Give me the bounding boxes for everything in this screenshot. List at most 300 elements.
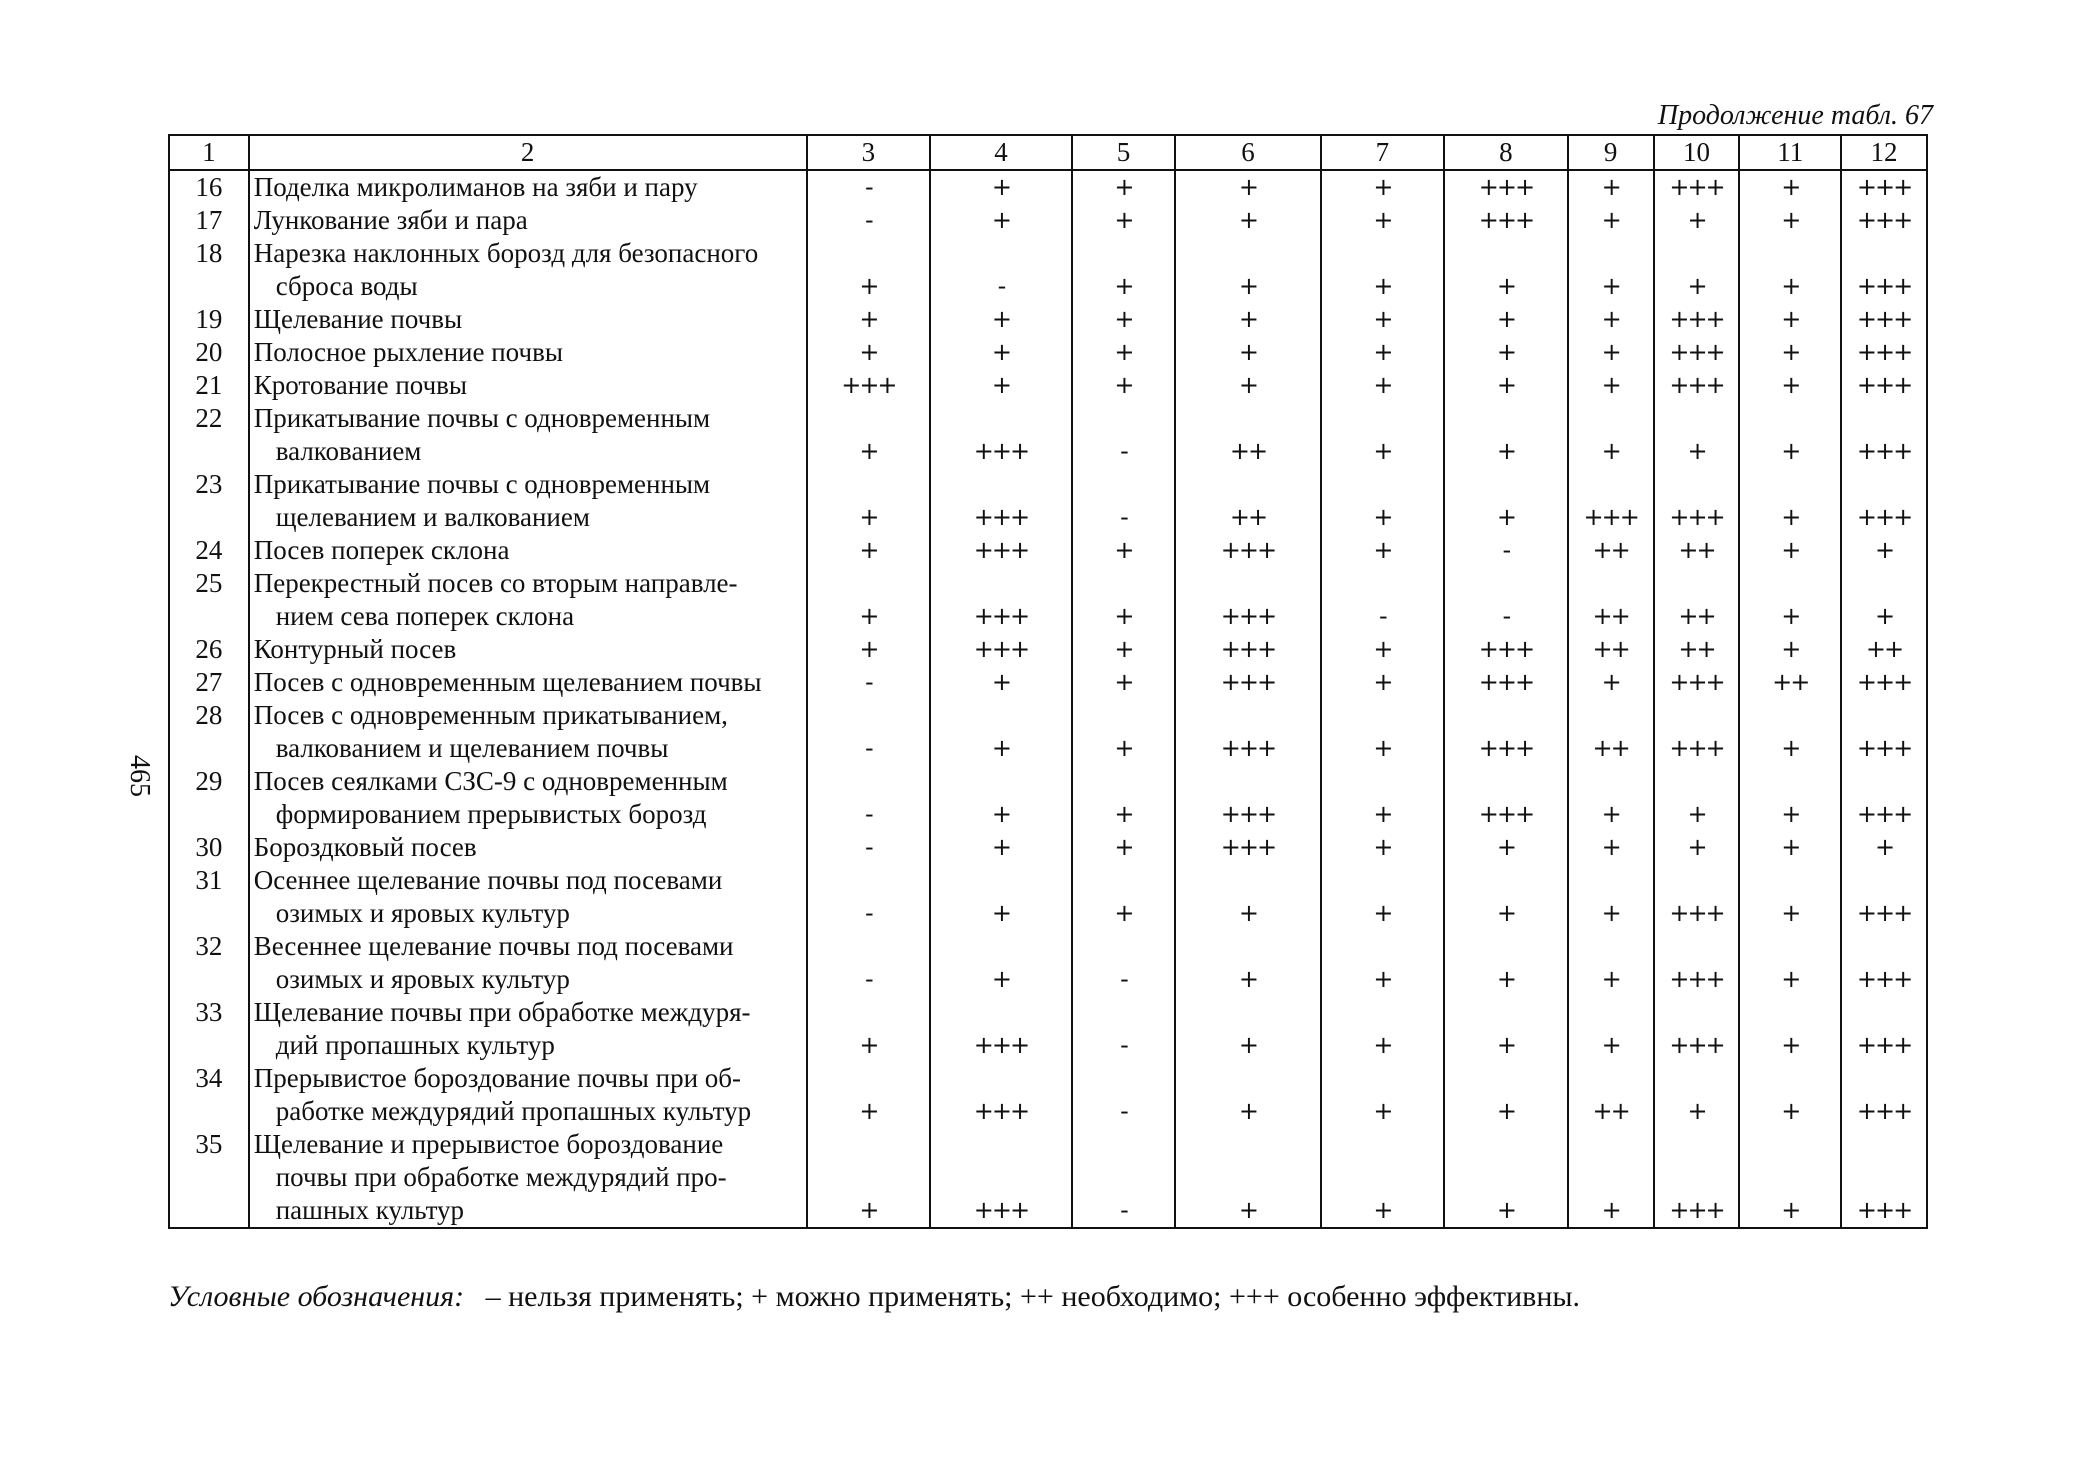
cell-col-7: + xyxy=(1321,765,1444,831)
row-name xyxy=(249,765,807,831)
cell-col-4: + xyxy=(930,765,1072,831)
cell-col-10: +++ xyxy=(1654,1128,1740,1228)
row-name xyxy=(249,1128,807,1228)
cell-col-5: + xyxy=(1072,831,1176,864)
cell-col-10: + xyxy=(1654,204,1740,237)
cell-col-9: + xyxy=(1568,237,1654,303)
cell-col-11: + xyxy=(1739,996,1841,1062)
table-row xyxy=(169,996,1927,1062)
row-name-line: Перекрестный посев со вторым направле- xyxy=(253,568,738,598)
row-name-line: нием сева поперек склона xyxy=(275,601,575,631)
cell-col-3: + xyxy=(807,402,931,468)
row-number: 35 xyxy=(169,1128,249,1228)
cell-col-10: ++ xyxy=(1654,633,1740,666)
cell-col-11: + xyxy=(1739,237,1841,303)
cell-col-6: + xyxy=(1175,930,1320,996)
cell-col-7: + xyxy=(1321,402,1444,468)
cell-col-6: +++ xyxy=(1175,534,1320,567)
row-name-line: формированием прерывистых борозд xyxy=(275,799,707,829)
row-number: 28 xyxy=(169,699,249,765)
cell-col-6: + xyxy=(1175,170,1320,204)
cell-col-11: + xyxy=(1739,1062,1841,1128)
cell-col-8: + xyxy=(1444,402,1568,468)
cell-col-7: + xyxy=(1321,996,1444,1062)
cell-col-9: + xyxy=(1568,204,1654,237)
cell-col-3: + xyxy=(807,1128,931,1228)
cell-col-6: + xyxy=(1175,1062,1320,1128)
row-name xyxy=(249,633,807,666)
table-row xyxy=(169,930,1927,996)
cell-col-7: + xyxy=(1321,864,1444,930)
row-name-line: щелеванием и валкованием xyxy=(275,502,590,532)
cell-col-11: + xyxy=(1739,1128,1841,1228)
column-header-6: 6 xyxy=(1175,135,1320,170)
cell-col-4: +++ xyxy=(930,468,1072,534)
cell-col-7: + xyxy=(1321,369,1444,402)
column-header-8: 8 xyxy=(1444,135,1568,170)
cell-col-8: + xyxy=(1444,1128,1568,1228)
row-name-line: Кротование почвы xyxy=(253,370,468,400)
cell-col-6: + xyxy=(1175,369,1320,402)
page-number: 465 xyxy=(124,755,155,797)
cell-col-5: + xyxy=(1072,765,1176,831)
cell-col-8: + xyxy=(1444,468,1568,534)
row-number: 18 xyxy=(169,237,249,303)
cell-col-6: ++ xyxy=(1175,402,1320,468)
row-name-line: Нарезка наклонных борозд для безопасного xyxy=(253,238,759,268)
cell-col-10: +++ xyxy=(1654,699,1740,765)
cell-col-11: + xyxy=(1739,831,1841,864)
cell-col-9: + xyxy=(1568,996,1654,1062)
cell-col-8: +++ xyxy=(1444,170,1568,204)
table-row xyxy=(169,303,1927,336)
row-number: 24 xyxy=(169,534,249,567)
cell-col-8: - xyxy=(1444,567,1568,633)
cell-col-12: +++ xyxy=(1841,666,1927,699)
cell-col-11: + xyxy=(1739,336,1841,369)
cell-col-6: +++ xyxy=(1175,699,1320,765)
cell-col-5: + xyxy=(1072,204,1176,237)
legend-title: Условные обозначения: xyxy=(168,1280,465,1313)
cell-col-9: + xyxy=(1568,170,1654,204)
row-name xyxy=(249,204,807,237)
cell-col-8: +++ xyxy=(1444,699,1568,765)
table-row xyxy=(169,534,1927,567)
cell-col-8: + xyxy=(1444,996,1568,1062)
cell-col-11: + xyxy=(1739,567,1841,633)
cell-col-8: + xyxy=(1444,930,1568,996)
column-header-11: 11 xyxy=(1739,135,1841,170)
table-row xyxy=(169,765,1927,831)
cell-col-3: + xyxy=(807,336,931,369)
cell-col-9: ++ xyxy=(1568,1062,1654,1128)
cell-col-12: +++ xyxy=(1841,1128,1927,1228)
cell-col-12: +++ xyxy=(1841,930,1927,996)
cell-col-4: +++ xyxy=(930,567,1072,633)
cell-col-7: + xyxy=(1321,468,1444,534)
cell-col-3: - xyxy=(807,204,931,237)
cell-col-7: + xyxy=(1321,1062,1444,1128)
cell-col-4: +++ xyxy=(930,534,1072,567)
cell-col-9: ++ xyxy=(1568,567,1654,633)
cell-col-4: + xyxy=(930,369,1072,402)
row-name xyxy=(249,336,807,369)
cell-col-7: - xyxy=(1321,567,1444,633)
cell-col-3: + xyxy=(807,996,931,1062)
row-name-line: почвы при обработке междурядий про- xyxy=(275,1162,727,1192)
cell-col-7: + xyxy=(1321,1128,1444,1228)
cell-col-10: +++ xyxy=(1654,930,1740,996)
cell-col-11: + xyxy=(1739,633,1841,666)
table-row xyxy=(169,864,1927,930)
row-number: 30 xyxy=(169,831,249,864)
row-name-line: дий пропашных культур xyxy=(275,1030,555,1060)
row-name xyxy=(249,1062,807,1128)
cell-col-12: +++ xyxy=(1841,1062,1927,1128)
table-row xyxy=(169,468,1927,534)
cell-col-10: ++ xyxy=(1654,567,1740,633)
table-row xyxy=(169,666,1927,699)
cell-col-9: ++ xyxy=(1568,534,1654,567)
cell-col-6: + xyxy=(1175,237,1320,303)
cell-col-3: + xyxy=(807,1062,931,1128)
cell-col-4: + xyxy=(930,699,1072,765)
cell-col-10: +++ xyxy=(1654,864,1740,930)
cell-col-9: + xyxy=(1568,369,1654,402)
table-row xyxy=(169,237,1927,303)
cell-col-3: + xyxy=(807,468,931,534)
cell-col-9: ++ xyxy=(1568,633,1654,666)
cell-col-11: + xyxy=(1739,369,1841,402)
cell-col-3: + xyxy=(807,303,931,336)
row-name-line: пашных культур xyxy=(275,1195,465,1225)
column-header-1: 1 xyxy=(169,135,249,170)
row-number: 29 xyxy=(169,765,249,831)
row-number: 17 xyxy=(169,204,249,237)
cell-col-9: + xyxy=(1568,930,1654,996)
cell-col-12: +++ xyxy=(1841,864,1927,930)
cell-col-3: - xyxy=(807,699,931,765)
row-name-line: Посев с одновременным прикатыванием, xyxy=(253,700,728,730)
row-name xyxy=(249,468,807,534)
cell-col-6: + xyxy=(1175,303,1320,336)
cell-col-5: - xyxy=(1072,468,1176,534)
cell-col-12: +++ xyxy=(1841,204,1927,237)
cell-col-7: + xyxy=(1321,666,1444,699)
cell-col-10: +++ xyxy=(1654,303,1740,336)
row-number: 25 xyxy=(169,567,249,633)
cell-col-8: + xyxy=(1444,831,1568,864)
cell-col-3: - xyxy=(807,930,931,996)
cell-col-10: +++ xyxy=(1654,170,1740,204)
cell-col-9: + xyxy=(1568,303,1654,336)
row-name-line: Посев с одновременным щелеванием почвы xyxy=(253,667,762,697)
cell-col-4: + xyxy=(930,930,1072,996)
table-row xyxy=(169,567,1927,633)
column-header-5: 5 xyxy=(1072,135,1176,170)
row-number: 23 xyxy=(169,468,249,534)
row-name-line: сброса воды xyxy=(275,271,418,301)
cell-col-5: + xyxy=(1072,336,1176,369)
cell-col-5: + xyxy=(1072,303,1176,336)
cell-col-9: + xyxy=(1568,864,1654,930)
row-number: 27 xyxy=(169,666,249,699)
cell-col-3: + xyxy=(807,237,931,303)
cell-col-10: + xyxy=(1654,237,1740,303)
legend xyxy=(168,1280,1580,1314)
cell-col-7: + xyxy=(1321,336,1444,369)
row-name-line: Щелевание почвы при обработке междуря- xyxy=(253,997,751,1027)
cell-col-12: ++ xyxy=(1841,633,1927,666)
cell-col-4: + xyxy=(930,303,1072,336)
cell-col-9: + xyxy=(1568,765,1654,831)
cell-col-8: + xyxy=(1444,1062,1568,1128)
table-row xyxy=(169,1062,1927,1128)
row-number: 33 xyxy=(169,996,249,1062)
cell-col-3: +++ xyxy=(807,369,931,402)
row-number: 32 xyxy=(169,930,249,996)
cell-col-5: + xyxy=(1072,369,1176,402)
cell-col-6: + xyxy=(1175,864,1320,930)
table-body xyxy=(169,170,1927,1228)
cell-col-5: - xyxy=(1072,996,1176,1062)
data-table xyxy=(168,134,1928,1229)
cell-col-10: + xyxy=(1654,402,1740,468)
cell-col-12: +++ xyxy=(1841,699,1927,765)
row-name xyxy=(249,237,807,303)
column-header-7: 7 xyxy=(1321,135,1444,170)
row-name-line: озимых и яровых культур xyxy=(275,964,570,994)
table-row xyxy=(169,402,1927,468)
cell-col-6: +++ xyxy=(1175,765,1320,831)
cell-col-9: + xyxy=(1568,666,1654,699)
cell-col-12: +++ xyxy=(1841,336,1927,369)
column-header-2: 2 xyxy=(249,135,807,170)
cell-col-12: +++ xyxy=(1841,369,1927,402)
row-name-line: Щелевание и прерывистое бороздование xyxy=(253,1129,724,1159)
cell-col-5: - xyxy=(1072,1128,1176,1228)
row-name-line: Полосное рыхление почвы xyxy=(253,337,563,367)
row-name-line: Посев поперек склона xyxy=(253,535,510,565)
cell-col-8: - xyxy=(1444,534,1568,567)
cell-col-4: + xyxy=(930,170,1072,204)
row-number: 21 xyxy=(169,369,249,402)
cell-col-7: + xyxy=(1321,170,1444,204)
cell-col-10: + xyxy=(1654,765,1740,831)
cell-col-3: + xyxy=(807,534,931,567)
cell-col-8: +++ xyxy=(1444,204,1568,237)
column-header-10: 10 xyxy=(1654,135,1740,170)
row-name xyxy=(249,369,807,402)
cell-col-6: +++ xyxy=(1175,831,1320,864)
cell-col-4: - xyxy=(930,237,1072,303)
cell-col-8: + xyxy=(1444,336,1568,369)
cell-col-8: +++ xyxy=(1444,666,1568,699)
row-number: 22 xyxy=(169,402,249,468)
cell-col-10: +++ xyxy=(1654,468,1740,534)
cell-col-5: + xyxy=(1072,567,1176,633)
cell-col-9: +++ xyxy=(1568,468,1654,534)
cell-col-12: + xyxy=(1841,831,1927,864)
table-row xyxy=(169,170,1927,204)
cell-col-3: + xyxy=(807,633,931,666)
cell-col-11: + xyxy=(1739,402,1841,468)
cell-col-5: + xyxy=(1072,534,1176,567)
cell-col-11: + xyxy=(1739,699,1841,765)
cell-col-6: + xyxy=(1175,1128,1320,1228)
cell-col-8: +++ xyxy=(1444,765,1568,831)
cell-col-9: + xyxy=(1568,336,1654,369)
cell-col-12: +++ xyxy=(1841,170,1927,204)
cell-col-8: + xyxy=(1444,303,1568,336)
row-number: 26 xyxy=(169,633,249,666)
cell-col-11: + xyxy=(1739,534,1841,567)
row-name-line: Весеннее щелевание почвы под посевами xyxy=(253,931,734,961)
cell-col-6: + xyxy=(1175,204,1320,237)
table-row xyxy=(169,699,1927,765)
row-name xyxy=(249,930,807,996)
cell-col-5: + xyxy=(1072,699,1176,765)
column-header-3: 3 xyxy=(807,135,931,170)
row-number: 34 xyxy=(169,1062,249,1128)
cell-col-4: + xyxy=(930,204,1072,237)
row-name xyxy=(249,303,807,336)
table-row xyxy=(169,1128,1927,1228)
cell-col-3: - xyxy=(807,765,931,831)
cell-col-9: ++ xyxy=(1568,699,1654,765)
cell-col-11: + xyxy=(1739,303,1841,336)
row-name-line: Прикатывание почвы с одновременным xyxy=(253,403,711,433)
cell-col-11: ++ xyxy=(1739,666,1841,699)
cell-col-5: + xyxy=(1072,170,1176,204)
row-name-line: Лункование зяби и пара xyxy=(253,205,528,235)
row-name-line: работке междурядий пропашных культур xyxy=(275,1096,752,1126)
row-number: 20 xyxy=(169,336,249,369)
cell-col-12: +++ xyxy=(1841,765,1927,831)
cell-col-11: + xyxy=(1739,930,1841,996)
cell-col-11: + xyxy=(1739,170,1841,204)
row-name xyxy=(249,534,807,567)
cell-col-5: + xyxy=(1072,633,1176,666)
cell-col-10: ++ xyxy=(1654,534,1740,567)
cell-col-4: +++ xyxy=(930,1128,1072,1228)
cell-col-12: +++ xyxy=(1841,303,1927,336)
cell-col-9: + xyxy=(1568,402,1654,468)
cell-col-12: + xyxy=(1841,534,1927,567)
legend-text: – нельзя применять; + можно применять; ++ необходимо; +++ особенно эффективны. xyxy=(485,1280,1581,1313)
table-row xyxy=(169,831,1927,864)
cell-col-4: +++ xyxy=(930,402,1072,468)
table-caption: Продолжение табл. 67 xyxy=(1657,100,1933,131)
cell-col-12: +++ xyxy=(1841,996,1927,1062)
cell-col-4: + xyxy=(930,336,1072,369)
cell-col-12: +++ xyxy=(1841,237,1927,303)
cell-col-9: + xyxy=(1568,1128,1654,1228)
cell-col-10: + xyxy=(1654,1062,1740,1128)
cell-col-6: +++ xyxy=(1175,567,1320,633)
cell-col-3: - xyxy=(807,666,931,699)
column-header-9: 9 xyxy=(1568,135,1654,170)
cell-col-7: + xyxy=(1321,633,1444,666)
row-number: 19 xyxy=(169,303,249,336)
cell-col-5: - xyxy=(1072,402,1176,468)
header-row xyxy=(169,135,1927,170)
cell-col-5: - xyxy=(1072,1062,1176,1128)
cell-col-4: +++ xyxy=(930,1062,1072,1128)
cell-col-8: + xyxy=(1444,864,1568,930)
row-name-line: валкованием xyxy=(275,436,422,466)
cell-col-11: + xyxy=(1739,468,1841,534)
cell-col-10: + xyxy=(1654,831,1740,864)
cell-col-6: ++ xyxy=(1175,468,1320,534)
cell-col-8: + xyxy=(1444,369,1568,402)
cell-col-4: +++ xyxy=(930,996,1072,1062)
cell-col-9: + xyxy=(1568,831,1654,864)
cell-col-6: + xyxy=(1175,996,1320,1062)
cell-col-8: + xyxy=(1444,237,1568,303)
cell-col-11: + xyxy=(1739,204,1841,237)
row-name-line: Контурный посев xyxy=(253,634,457,664)
cell-col-5: + xyxy=(1072,864,1176,930)
table-row xyxy=(169,633,1927,666)
cell-col-7: + xyxy=(1321,534,1444,567)
cell-col-10: +++ xyxy=(1654,666,1740,699)
cell-col-7: + xyxy=(1321,699,1444,765)
cell-col-11: + xyxy=(1739,765,1841,831)
cell-col-3: - xyxy=(807,831,931,864)
cell-col-11: + xyxy=(1739,864,1841,930)
cell-col-7: + xyxy=(1321,204,1444,237)
row-name-line: Щелевание почвы xyxy=(253,304,463,334)
row-name-line: Осеннее щелевание почвы под посевами xyxy=(253,865,723,895)
cell-col-7: + xyxy=(1321,831,1444,864)
row-name-line: Посев сеялками СЗС-9 с одновременным xyxy=(253,766,728,796)
cell-col-3: - xyxy=(807,864,931,930)
cell-col-10: +++ xyxy=(1654,336,1740,369)
row-name xyxy=(249,996,807,1062)
row-name-line: Прерывистое бороздование почвы при об- xyxy=(253,1063,742,1093)
cell-col-3: - xyxy=(807,170,931,204)
column-header-4: 4 xyxy=(930,135,1072,170)
row-name xyxy=(249,666,807,699)
cell-col-12: +++ xyxy=(1841,402,1927,468)
cell-col-4: + xyxy=(930,831,1072,864)
cell-col-6: +++ xyxy=(1175,666,1320,699)
row-number: 16 xyxy=(169,170,249,204)
table-row xyxy=(169,369,1927,402)
cell-col-7: + xyxy=(1321,930,1444,996)
cell-col-7: + xyxy=(1321,303,1444,336)
cell-col-12: +++ xyxy=(1841,468,1927,534)
cell-col-4: +++ xyxy=(930,633,1072,666)
cell-col-3: + xyxy=(807,567,931,633)
row-name xyxy=(249,699,807,765)
row-name-line: озимых и яровых культур xyxy=(275,898,570,928)
cell-col-6: + xyxy=(1175,336,1320,369)
row-name-line: Бороздковый посев xyxy=(253,832,477,862)
row-name xyxy=(249,170,807,204)
row-name xyxy=(249,402,807,468)
table-row xyxy=(169,204,1927,237)
row-name-line: Поделка микролиманов на зяби и пару xyxy=(253,172,698,202)
cell-col-12: + xyxy=(1841,567,1927,633)
cell-col-5: + xyxy=(1072,666,1176,699)
cell-col-10: +++ xyxy=(1654,996,1740,1062)
cell-col-8: +++ xyxy=(1444,633,1568,666)
cell-col-10: +++ xyxy=(1654,369,1740,402)
row-number: 31 xyxy=(169,864,249,930)
cell-col-5: - xyxy=(1072,930,1176,996)
